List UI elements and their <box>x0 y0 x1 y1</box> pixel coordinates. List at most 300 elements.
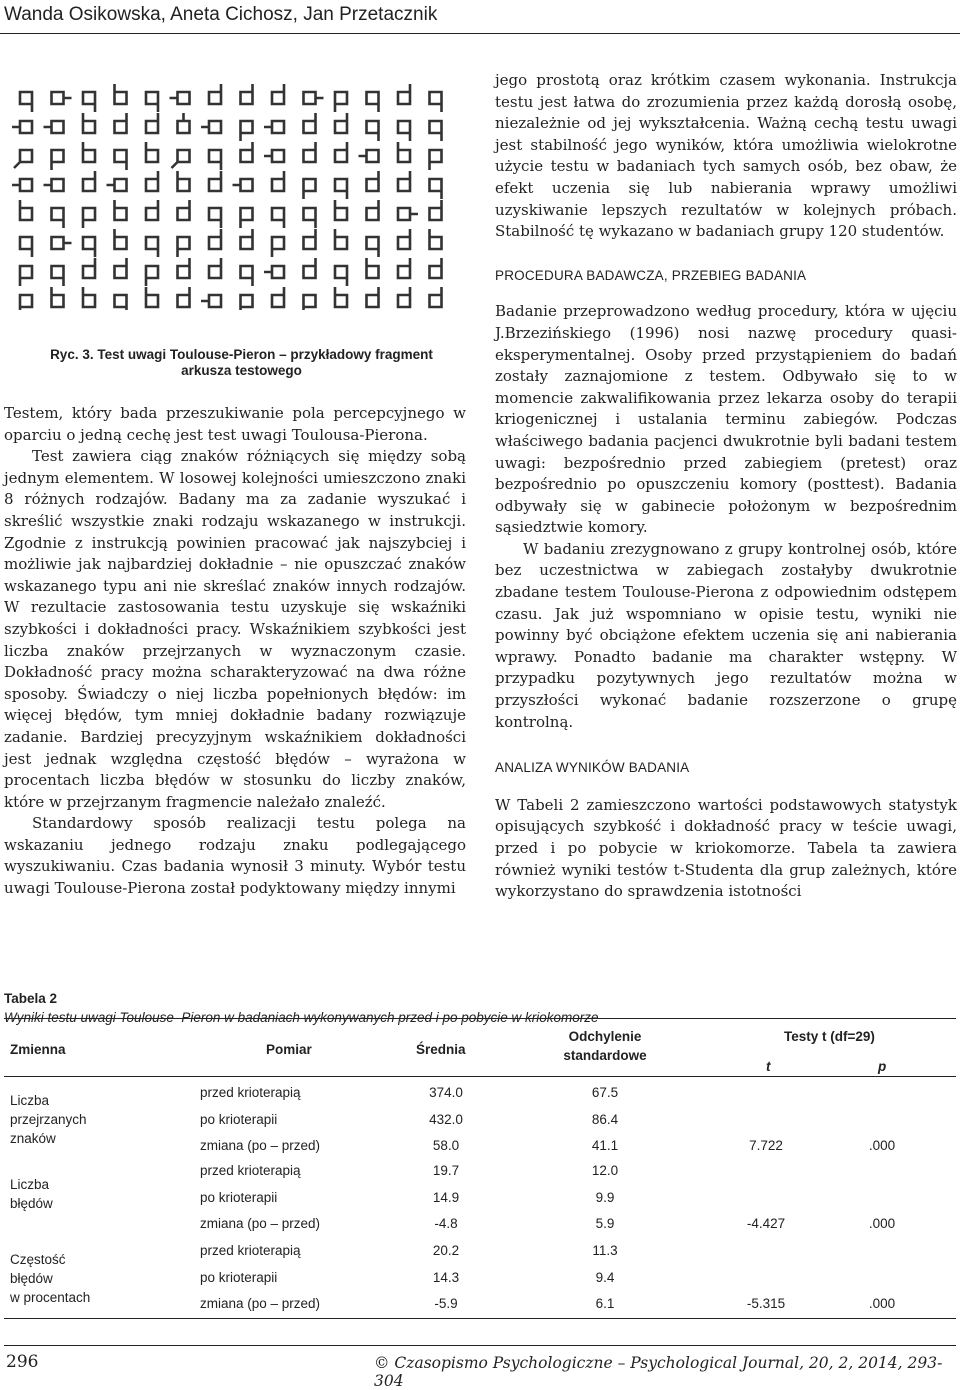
test-symbol-d <box>398 84 410 104</box>
test-symbol-bu <box>178 113 190 133</box>
test-symbol-d <box>335 142 347 162</box>
test-symbol-p <box>335 92 347 112</box>
figure-caption-line2: arkusza testowego <box>181 363 302 378</box>
cell-p: .000 <box>868 1296 896 1311</box>
test-symbol-stroke <box>146 237 158 257</box>
page-number: 296 <box>6 1352 39 1372</box>
table-title: Wyniki testu uwagi Toulouse–Pieron w badaniach wykonywanych przed i po pobycie w kriokomorze <box>4 1010 599 1025</box>
variable-name-line: w procentach <box>10 1290 91 1305</box>
test-symbol-q <box>146 92 158 112</box>
test-symbol-d <box>146 113 158 133</box>
cell-p: .000 <box>868 1216 896 1231</box>
test-symbol-stroke <box>83 142 95 162</box>
test-symbol-d <box>209 258 221 278</box>
cell-srednia: 14.9 <box>432 1189 460 1205</box>
cell-srednia: 432.0 <box>429 1111 463 1127</box>
test-symbol-stroke <box>398 84 410 104</box>
test-symbol-stroke <box>146 171 158 191</box>
test-symbol-stroke <box>272 237 284 257</box>
test-symbol-stroke <box>241 229 253 249</box>
cell-t: 7.722 <box>749 1138 783 1153</box>
test-symbol-d <box>304 142 316 162</box>
test-symbol-stroke <box>83 287 95 307</box>
variable-name-line: Liczba <box>10 1093 50 1108</box>
test-symbol-d <box>241 142 253 162</box>
cell-t: -5.315 <box>746 1296 786 1311</box>
test-symbol-stroke <box>304 258 316 278</box>
test-symbol-stroke <box>209 150 221 170</box>
cell-odchylenie: 11.3 <box>592 1243 618 1258</box>
test-symbol-q <box>52 208 64 228</box>
test-symbol-stroke <box>304 295 316 310</box>
test-symbol-stroke <box>209 258 221 278</box>
test-symbol-stroke <box>367 200 379 220</box>
test-symbol-stroke <box>115 84 127 104</box>
test-symbol-stroke <box>146 287 158 307</box>
test-symbol-stroke <box>83 237 95 257</box>
test-symbol-stroke <box>367 287 379 307</box>
test-symbol-stroke <box>398 142 410 162</box>
test-symbol-l <box>12 179 32 191</box>
test-symbol-stroke <box>209 208 221 228</box>
test-symbol-stroke <box>52 266 64 286</box>
cell-pomiar: zmiana (po – przed) <box>200 1138 321 1153</box>
left-column <box>4 403 466 900</box>
test-symbol-d <box>272 84 284 104</box>
test-symbol-l <box>107 179 127 191</box>
test-symbol-stroke <box>12 179 32 191</box>
test-symbol-d <box>398 171 410 191</box>
cell-pomiar: zmiana (po – przed) <box>200 1216 321 1231</box>
test-symbol-stroke <box>115 113 127 133</box>
test-symbol-stroke <box>178 258 190 278</box>
test-symbol-stroke <box>335 92 347 112</box>
table-label: Tabela 2 <box>4 991 58 1006</box>
test-symbol-q <box>20 237 32 257</box>
test-symbol-d <box>178 200 190 220</box>
test-symbol-d <box>304 229 316 249</box>
test-symbol-d <box>398 229 410 249</box>
cell-odchylenie: 12.0 <box>591 1163 619 1178</box>
test-symbol-stroke <box>264 150 284 162</box>
cell-odchylenie: 5.9 <box>595 1216 615 1231</box>
test-symbol-stroke <box>264 121 284 133</box>
test-symbol-stroke <box>178 171 190 191</box>
test-symbol-stroke <box>272 287 284 307</box>
test-symbol-b <box>430 229 442 249</box>
variable-name-line: błędów <box>10 1271 53 1286</box>
test-symbol-d <box>367 287 379 307</box>
cell-srednia: 14.3 <box>432 1269 460 1285</box>
test-symbol-d <box>367 171 379 191</box>
test-symbol-bp <box>52 92 72 104</box>
col-header-testy: Testy t (df=29) <box>784 1029 875 1044</box>
test-symbol-l <box>201 121 221 133</box>
cell-odchylenie: 6.1 <box>595 1296 615 1311</box>
test-symbol-stroke <box>241 84 253 104</box>
test-symbol-stroke <box>20 237 32 257</box>
variable-name-line: znaków <box>10 1131 56 1146</box>
test-symbol-p <box>241 295 253 310</box>
test-symbol-d <box>430 258 442 278</box>
test-symbol-stroke <box>52 92 72 104</box>
test-symbol-stroke <box>201 295 221 307</box>
test-symbol-q <box>83 92 95 112</box>
test-symbol-q <box>115 150 127 170</box>
right-paragraph: Badanie przeprowadzono według procedury, która w ujęciu J.Brzezińskiego (1996) nosi nazwę procedury quasi-eksperymentalnej. Osoby przed przystąpieniem do badań zostały zaznajomione z testem. Odbywało się to w momencie zakwalifikowania przez lekarza osoby do terapii kriogenicznej i ustalania terminu zabiegów. Podczas właściwego badania pacjenci dwukrotnie byli badani testem uwagi: bezpośrednio przed zabiegiem (pretest) oraz bezpośrednio po opuszczeniu komory (posttest). Badania odbywały się w gabinecie położonym w bezpośrednim sąsiedztwie komory. <box>495 302 957 537</box>
test-symbol-stroke <box>272 84 284 104</box>
footer-rule <box>4 1345 956 1346</box>
test-symbol-stroke <box>335 229 347 249</box>
test-symbol-d <box>83 171 95 191</box>
col-header-pomiar: Pomiar <box>266 1042 312 1057</box>
cell-t: -4.427 <box>746 1216 786 1231</box>
test-symbol-stroke <box>20 200 32 220</box>
test-symbol-stroke <box>304 142 316 162</box>
col-header-odch1: Odchylenie <box>568 1029 642 1044</box>
test-symbol-stroke <box>430 150 442 170</box>
test-symbol-stroke <box>83 92 95 112</box>
test-symbol-q <box>367 92 379 112</box>
test-symbol-stroke <box>44 179 64 191</box>
test-symbol-l <box>264 266 284 278</box>
test-symbol-d <box>430 287 442 307</box>
test-symbol-p <box>83 208 95 228</box>
test-symbol-stroke <box>398 258 410 278</box>
test-symbol-q <box>209 208 221 228</box>
test-symbol-stroke <box>146 266 158 286</box>
test-symbol-q <box>304 208 316 228</box>
section-heading: PROCEDURA BADAWCZA, PRZEBIEG BADANIA <box>495 267 807 283</box>
test-symbol-stroke <box>83 258 95 278</box>
cell-pomiar: przed krioterapią <box>200 1085 301 1100</box>
test-symbol-b <box>115 200 127 220</box>
journal-citation: © Czasopismo Psychologiczne – Psychological Journal, 20, 2, 2014, 293-304 <box>374 1354 943 1390</box>
test-symbol-q <box>430 179 442 199</box>
test-symbol-b <box>115 229 127 249</box>
test-symbol-stroke <box>304 208 316 228</box>
variable-name-line: błędów <box>10 1196 53 1211</box>
test-symbol-stroke <box>335 142 347 162</box>
cell-pomiar: po krioterapii <box>200 1189 278 1205</box>
test-symbol-pl <box>172 150 190 168</box>
variable-name <box>10 1091 87 1148</box>
test-symbol-stroke <box>83 171 95 191</box>
test-symbol-stroke <box>209 229 221 249</box>
test-symbol-stroke <box>304 113 316 133</box>
test-symbol-b <box>398 142 410 162</box>
test-symbol-stroke <box>430 258 442 278</box>
test-symbol-p <box>272 237 284 257</box>
test-symbol-stroke <box>367 92 379 112</box>
test-symbol-stroke <box>304 229 316 249</box>
test-symbol-b <box>20 200 32 220</box>
test-symbol-stroke <box>335 113 347 133</box>
test-symbol-b <box>83 113 95 133</box>
figure-label: Ryc. 3. <box>50 347 94 362</box>
test-symbol-d <box>272 287 284 307</box>
test-symbol-d <box>241 84 253 104</box>
test-symbol-q <box>367 237 379 257</box>
test-symbol-stroke <box>209 171 221 191</box>
test-symbol-stroke <box>241 121 253 141</box>
test-symbol-p <box>20 295 32 310</box>
cell-srednia: 20.2 <box>432 1243 460 1258</box>
col-header-zmienna: Zmienna <box>10 1042 66 1057</box>
test-symbol-d <box>209 171 221 191</box>
cell-p: .000 <box>868 1138 896 1153</box>
test-symbol-stroke <box>367 258 379 278</box>
test-symbol-stroke <box>430 179 442 199</box>
test-symbol-stroke <box>398 171 410 191</box>
right-paragraph: W Tabeli 2 zamieszczono wartości podstawowych statystyk opisujących szybkość i dokładność pracy w teście uwagi, przed i po pobycie w kriokomorze. Tabela ta zawiera również wyniki testów t-Studenta dla grup zależnych, które wykorzystano do sprawdzenia istotności <box>495 795 957 901</box>
col-header-odch2: standardowe <box>563 1048 647 1063</box>
test-symbol-l <box>44 121 64 133</box>
test-symbol-b <box>115 84 127 104</box>
cell-pomiar: przed krioterapią <box>200 1163 301 1178</box>
test-symbol-q <box>52 266 64 286</box>
right-paragraph: jego prostotą oraz krótkim czasem wykonania. Instrukcja testu jest łatwa do zrozumienia przez każdą dorosłą osobę, niezależnie od jej wykształcenia. Ważną cechą testu uwagi jest stabilność jego wyników, która umożliwia wielokrotne użycie testu w badaniach tych samych osób, bez obaw, że efekt uczenia się lub nabierania wprawy umożliwi uzyskiwanie lepszych rezultatów w kolejnych próbach. Stabilność tę wykazano w badaniach grupy 120 studentów. <box>495 71 957 241</box>
section-heading: ANALIZA WYNIKÓW BADANIA <box>495 760 690 776</box>
test-symbol-d <box>398 258 410 278</box>
test-symbol-p <box>304 179 316 199</box>
test-symbol-pq <box>14 150 32 168</box>
test-symbol-stroke <box>44 121 64 133</box>
test-symbol-d <box>83 258 95 278</box>
test-symbol-stroke <box>178 113 190 133</box>
right-paragraph: W badaniu zrezygnowano z grupy kontrolnej osób, które bez uczestnictwa w zabiegach zostałyby dwukrotnie zbadane testem Toulouse-Pierona z odpowiednim odstępem czasu. Jak już wspomniano w opisie testu, wyniki nie powinny być obciążone efektem uczenia się ani nabierania wprawy. Ponadto badanie ma charakter wstępny. W przypadku pozytywnych jego rezultatów można w przyszłości wykonać badanie rozszerzone o grupę kontrolną. <box>495 539 957 731</box>
test-symbol-p <box>178 237 190 257</box>
test-symbol-p <box>304 295 316 310</box>
test-symbol-stroke <box>115 200 127 220</box>
test-symbol-stroke <box>172 150 190 168</box>
cell-srednia: 374.0 <box>429 1085 463 1100</box>
figure-caption-line1: Test uwagi Toulouse-Pieron – przykładowy fragment <box>97 347 433 362</box>
test-symbol-stroke <box>304 179 316 199</box>
col-header-srednia: Średnia <box>416 1042 466 1057</box>
test-symbol-stroke <box>367 121 379 141</box>
test-symbol-stroke <box>170 92 190 104</box>
test-symbol-stroke <box>178 237 190 257</box>
test-symbol-stroke <box>335 200 347 220</box>
test-symbol-b <box>335 287 347 307</box>
test-symbol-stroke <box>146 200 158 220</box>
test-symbol-b <box>52 287 64 307</box>
col-header-odchylenie <box>558 1027 652 1065</box>
test-symbol-stroke <box>178 287 190 307</box>
test-symbol-stroke <box>430 287 442 307</box>
cell-srednia: 58.0 <box>432 1138 460 1153</box>
test-symbol-q <box>430 92 442 112</box>
cell-srednia: 19.7 <box>432 1163 460 1178</box>
test-symbol-q <box>335 179 347 199</box>
test-symbol-l <box>12 121 32 133</box>
test-symbol-stroke <box>430 121 442 141</box>
test-symbol-d <box>146 200 158 220</box>
test-symbol-stroke <box>430 92 442 112</box>
test-symbol-l <box>170 92 190 104</box>
test-symbol-d <box>272 171 284 191</box>
cell-srednia: -5.9 <box>434 1296 458 1311</box>
test-symbol-d <box>146 171 158 191</box>
test-symbol-l <box>233 179 253 191</box>
test-symbol-d <box>209 84 221 104</box>
cell-pomiar: zmiana (po – przed) <box>200 1296 321 1311</box>
test-symbol-q <box>209 150 221 170</box>
variable-name-line: przejrzanych <box>10 1112 87 1127</box>
test-symbol-q <box>430 121 442 141</box>
test-symbol-stroke <box>398 208 418 220</box>
test-symbol-stroke <box>241 208 253 228</box>
test-symbol-bp <box>52 237 72 249</box>
cell-odchylenie: 41.1 <box>591 1138 619 1153</box>
test-symbol-stroke <box>304 92 324 104</box>
cell-odchylenie: 9.4 <box>595 1269 615 1285</box>
test-symbol-stroke <box>52 287 64 307</box>
test-symbol-stroke <box>398 229 410 249</box>
header-rule <box>0 33 960 34</box>
left-paragraph: Testem, który bada przeszukiwanie pola percepcyjnego w oparciu o jedną cechę jest test uwagi Toulousa-Pierona. <box>4 404 466 444</box>
test-symbol-p <box>52 150 64 170</box>
variable-name <box>10 1175 53 1213</box>
test-symbol-l <box>264 121 284 133</box>
test-symbol-stroke <box>115 258 127 278</box>
test-symbol-stroke <box>146 92 158 112</box>
test-symbol-l <box>264 150 284 162</box>
test-symbol-d <box>367 200 379 220</box>
test-symbol-stroke <box>367 171 379 191</box>
cell-odchylenie: 9.9 <box>595 1189 615 1205</box>
test-symbol-stroke <box>115 150 127 170</box>
test-symbol-b <box>146 287 158 307</box>
test-symbol-b <box>178 171 190 191</box>
test-symbol-stroke <box>20 92 32 112</box>
test-symbol-d <box>178 258 190 278</box>
test-symbol-stroke <box>83 113 95 133</box>
test-symbol-b <box>146 142 158 162</box>
cell-pomiar: przed krioterapią <box>200 1243 301 1258</box>
test-symbol-stroke <box>367 237 379 257</box>
test-symbol-stroke <box>178 200 190 220</box>
cell-odchylenie: 67.5 <box>591 1085 619 1100</box>
cell-odchylenie: 86.4 <box>591 1111 619 1127</box>
test-symbol-d <box>304 258 316 278</box>
test-symbol-stroke <box>115 295 127 310</box>
test-symbol-b <box>83 287 95 307</box>
test-symbol-stroke <box>241 295 253 310</box>
test-symbol-d <box>209 229 221 249</box>
test-symbol-q <box>398 121 410 141</box>
test-symbol-stroke <box>272 171 284 191</box>
cell-pomiar: po krioterapii <box>200 1269 278 1285</box>
test-symbol-stroke <box>264 266 284 278</box>
table-bottom-rule <box>4 1318 956 1319</box>
test-symbol-d <box>335 113 347 133</box>
test-symbol-stroke <box>20 266 32 286</box>
variable-name <box>10 1250 90 1307</box>
test-symbol-l <box>359 150 379 162</box>
test-symbol-stroke <box>52 150 64 170</box>
test-symbol-q <box>146 237 158 257</box>
test-symbol-stroke <box>107 179 127 191</box>
test-symbol-d <box>115 258 127 278</box>
running-header <box>0 0 960 34</box>
test-symbol-p <box>430 150 442 170</box>
test-symbol-stroke <box>52 208 64 228</box>
test-symbol-bp <box>398 208 418 220</box>
left-paragraph: Standardowy sposób realizacji testu polega na wskazaniu jednego rodzaju znaku podlegającego wyszukiwaniu. Czas badania wynosił 3 minuty. Wybór testu uwagi Toulouse-Pierona został podyktowany między innymi <box>4 814 466 898</box>
test-symbol-d <box>398 287 410 307</box>
test-symbol-r <box>304 92 324 104</box>
test-symbol-stroke <box>52 237 72 249</box>
test-symbol-stroke <box>146 142 158 162</box>
test-symbol-l <box>44 179 64 191</box>
figure-caption <box>0 347 483 379</box>
test-symbol-d <box>430 200 442 220</box>
test-symbol-stroke <box>12 121 32 133</box>
test-symbol-stroke <box>430 200 442 220</box>
test-symbol-stroke <box>233 179 253 191</box>
test-symbol-p <box>241 208 253 228</box>
test-symbol-stroke <box>14 150 32 168</box>
test-symbol-q <box>83 237 95 257</box>
header-rule <box>4 1076 956 1077</box>
test-symbol-stroke <box>335 179 347 199</box>
test-symbol-stroke <box>146 113 158 133</box>
test-symbol-p <box>20 266 32 286</box>
test-symbol-b <box>335 229 347 249</box>
test-symbol-q <box>241 266 253 286</box>
cell-pomiar: po krioterapii <box>200 1111 278 1127</box>
test-symbol-d <box>178 287 190 307</box>
table-top-rule <box>4 1018 956 1019</box>
test-symbol-p <box>241 121 253 141</box>
test-symbol-stroke <box>83 208 95 228</box>
test-symbol-stroke <box>272 208 284 228</box>
test-symbol-stroke <box>398 287 410 307</box>
test-symbol-l <box>201 295 221 307</box>
test-sheet-figure <box>8 78 468 310</box>
test-symbol-stroke <box>20 295 32 310</box>
test-symbol-d <box>241 229 253 249</box>
col-header-p: p <box>878 1059 887 1074</box>
variable-name-line: Liczba <box>10 1177 50 1192</box>
test-symbol-q <box>115 295 127 310</box>
test-symbol-q <box>335 266 347 286</box>
test-symbol-stroke <box>335 266 347 286</box>
right-column <box>495 70 957 903</box>
left-paragraph: Test zawiera ciąg znaków różniących się między sobą jednym elementem. W losowej kolejności umieszczono znaki 8 różnych rodzajów. Badany ma za zadanie wyszukać i skreślić wszystkie znaki rodzaju wskazanego w instrukcji. Zgodnie z instrukcją powinien pracować jak najszybciej i możliwie jak najbardziej dokładnie – nie opuszczać znaków wskazanego typu ani nie skreślać znaków innych rodzajów. W rezultacie zastosowania testu uzyskuje się wskaźniki szybkości i dokładności pracy. Wskaźnikiem szybkości jest liczba znaków przejrzanych w wyznaczonym czasie. Dokładność pracy można scharakteryzować na dwa różne sposoby. Świadczy o niej liczba popełnionych błędów: im więcej błędów, tym mniej dokładnie badany rozwiązuje zadanie. Bardziej precyzyjnym wskaźnikiem dokładności jest jednak względna częstość błędów – wyrażona w procentach liczba błędów w stosunku do liczby znaków, które w przejrzanym fragmencie należało znaleźć. <box>4 447 466 811</box>
test-symbol-b <box>335 200 347 220</box>
test-symbol-d <box>115 113 127 133</box>
test-symbol-stroke <box>241 266 253 286</box>
test-symbol-p <box>146 266 158 286</box>
test-symbol-stroke <box>398 121 410 141</box>
test-symbol-stroke <box>209 84 221 104</box>
test-symbol-q <box>272 208 284 228</box>
test-symbol-d <box>304 113 316 133</box>
test-symbol-stroke <box>201 121 221 133</box>
test-symbol-stroke <box>241 142 253 162</box>
header-authors: Wanda Osikowska, Aneta Cichosz, Jan Przetacznik <box>4 4 438 25</box>
test-symbol-q <box>367 121 379 141</box>
test-symbol-q <box>20 92 32 112</box>
variable-name-line: Częstość <box>10 1252 66 1267</box>
test-symbol-stroke <box>335 287 347 307</box>
test-symbol-stroke <box>359 150 379 162</box>
test-symbol-b <box>83 142 95 162</box>
test-symbol-stroke <box>115 229 127 249</box>
